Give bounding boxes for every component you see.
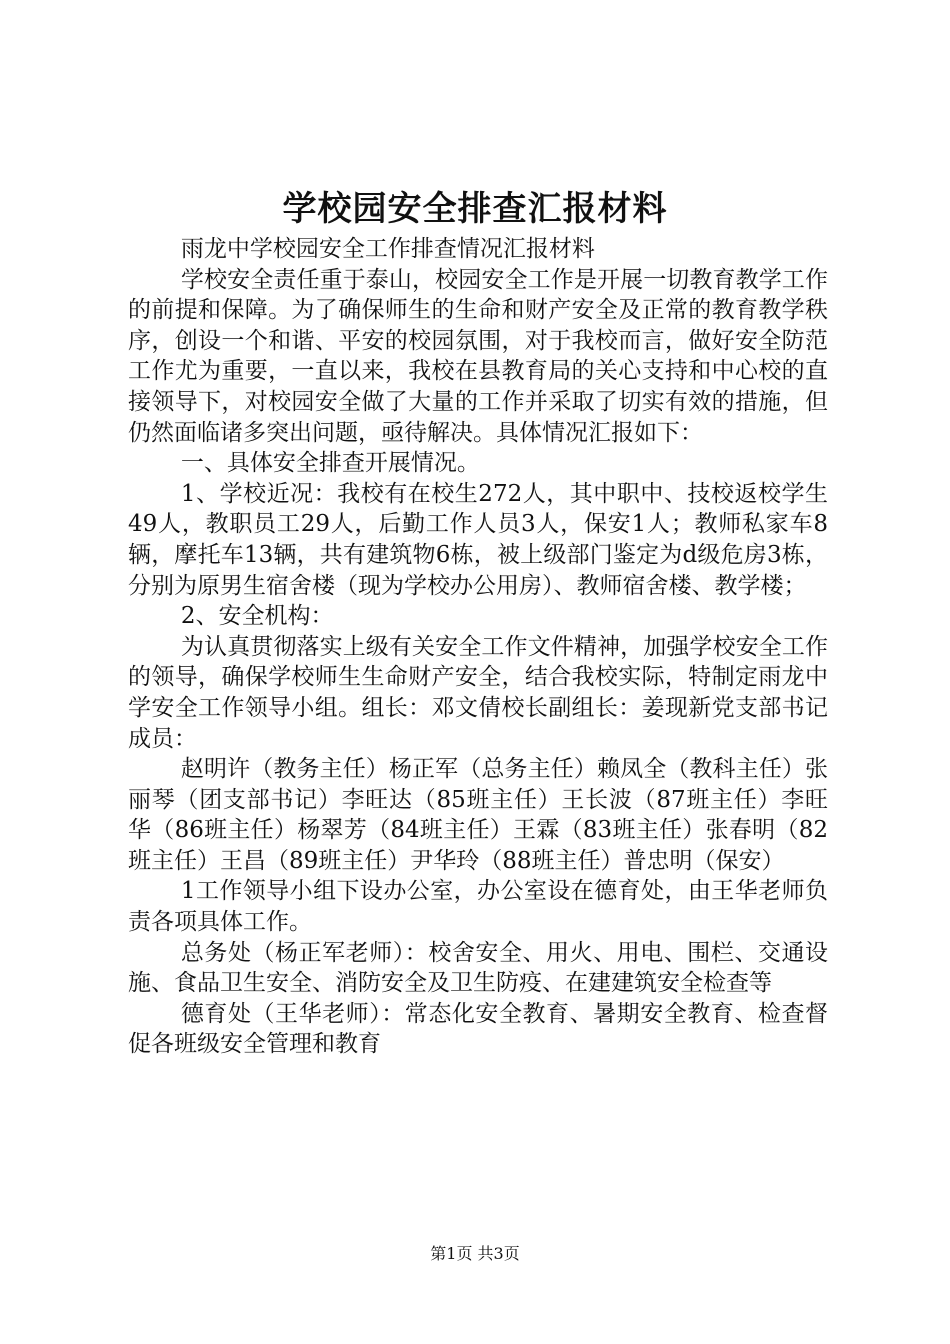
paragraph-members: 赵明许（教务主任）杨正军（总务主任）赖凤全（教科主任）张丽琴（团支部书记）李旺达（85班主任）王长波（87班主任）李旺华（86班主任）杨翠芳（84班主任）王霖（83班主任）张春明（82班主任）王昌（89班主任）尹华玲（88班主任）普忠明（保安） xyxy=(128,756,828,874)
paragraph-general-affairs: 总务处（杨正军老师）：校舍安全、用火、用电、围栏、交通设施、食品卫生安全、消防安全及卫生防疫、在建建筑安全检查等 xyxy=(128,939,828,997)
page-footer: 第1页 共3页 xyxy=(430,1244,520,1263)
paragraph-section-heading: 一、具体安全排查开展情况。 xyxy=(180,450,480,477)
document-body xyxy=(128,234,828,1060)
paragraph-office: 1工作领导小组下设办公室，办公室设在德育处，由王华老师负责各项具体工作。 xyxy=(128,878,828,936)
paragraph-moral-education: 德育处（王华老师）：常态化安全教育、暑期安全教育、检查督促各班级安全管理和教育 xyxy=(128,1000,828,1058)
paragraph-school-status: 1、学校近况：我校有在校生272人，其中职中、技校返校学生49人，教职员工29人，后勤工作人员3人，保安1人；教师私家车8辆，摩托车13辆，共有建筑物6栋，被上级部门鉴定为d级危房3栋，分别为原男生宿舍楼（现为学校办公用房）、教师宿舍楼、教学楼； xyxy=(128,480,828,599)
paragraph-subtitle: 雨龙中学校园安全工作排查情况汇报材料 xyxy=(180,236,595,262)
paragraph-safety-org-heading: 2、安全机构： xyxy=(180,603,334,630)
paragraph-leadership-group: 为认真贯彻落实上级有关安全工作文件精神，加强学校安全工作的领导，确保学校师生生命财产安全，结合我校实际，特制定雨龙中学安全工作领导小组。组长：邓文倩校长副组长：姜现新党支部书记成员： xyxy=(128,633,828,752)
document-title: 学校园安全排查汇报材料 xyxy=(282,189,668,229)
paragraph-intro: 学校安全责任重于泰山，校园安全工作是开展一切教育教学工作的前提和保障。为了确保师生的生命和财产安全及正常的教育教学秩序，创设一个和谐、平安的校园氛围，对于我校而言，做好安全防范工作尤为重要，一直以来，我校在县教育局的关心支持和中心校的直接领导下，对校园安全做了大量的工作并采取了切实有效的措施，但仍然面临诸多突出问题，亟待解决。具体情况汇报如下： xyxy=(128,266,828,446)
